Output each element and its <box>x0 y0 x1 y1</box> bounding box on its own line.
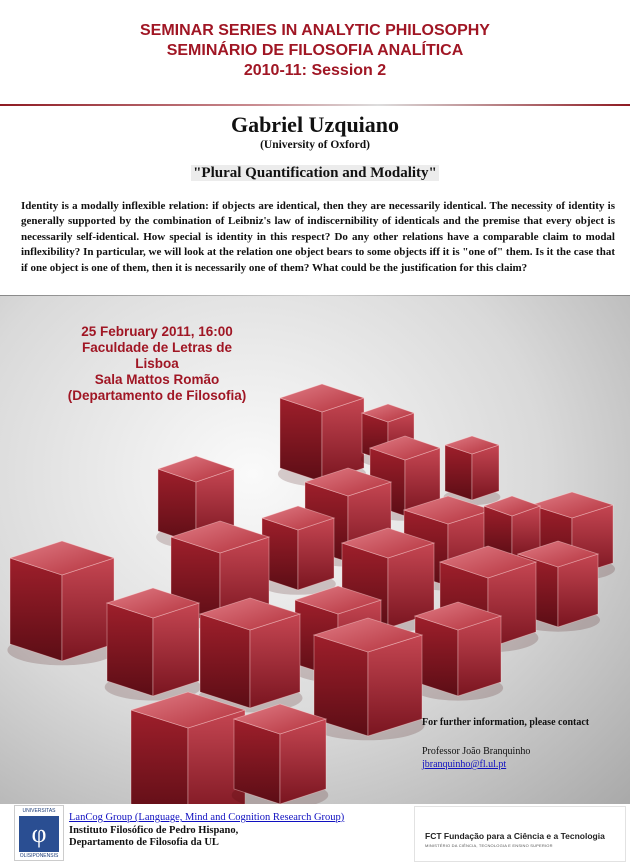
event-datetime: 25 February 2011, 16:00 <box>81 324 233 339</box>
session-label: 2010-11: Session 2 <box>243 62 387 79</box>
fct-logo <box>414 806 626 862</box>
lancog-link[interactable]: LanCog Group (Language, Mind and Cognition Research Group) <box>69 812 345 823</box>
event-place-line2: Lisboa <box>135 356 179 371</box>
header-divider <box>0 104 630 106</box>
contact-email-link[interactable]: jbranquinho@fl.ul.pt <box>422 759 507 770</box>
event-department: (Departamento de Filosofia) <box>67 388 247 403</box>
contact-name: Professor João Branquinho <box>422 746 531 757</box>
fct-abbr: FCT <box>425 831 442 841</box>
event-room: Sala Mattos Romão <box>94 372 220 387</box>
event-details <box>22 324 292 404</box>
cube-22 <box>232 704 329 804</box>
phi-icon: φ <box>19 816 59 852</box>
cube-10 <box>260 506 336 595</box>
cube-20 <box>311 618 424 740</box>
cube-17 <box>105 588 202 701</box>
speaker-affiliation: (University of Oxford) <box>260 139 370 151</box>
contact-info <box>422 716 589 771</box>
talk-title <box>0 165 630 182</box>
cube-21 <box>128 692 248 804</box>
poster-header <box>0 0 630 105</box>
logo-bottom-text: OLISIPONENSIS <box>19 853 59 859</box>
cube-18 <box>198 598 303 712</box>
contact-intro: For further information, please contact <box>422 717 590 728</box>
talk-title-text: "Plural Quantification and Modality" <box>193 165 437 181</box>
fct-name <box>425 831 605 841</box>
cube-19 <box>413 602 503 701</box>
lancog-info <box>69 812 344 850</box>
fct-ministry: MINISTÉRIO DA CIÊNCIA, TECNOLOGIA E ENSINO SUPERIOR <box>425 843 553 848</box>
series-title-pt: SEMINÁRIO DE FILOSOFIA ANALÍTICA <box>166 42 464 59</box>
fct-fullname: Fundação para a Ciência e a Tecnologia <box>443 831 605 841</box>
department-name: Departamento de Filosofia da UL <box>69 837 219 848</box>
university-logo <box>14 805 64 861</box>
event-place-line1: Faculdade de Letras de <box>81 340 233 355</box>
institute-name: Instituto Filosófico de Pedro Hispano, <box>69 824 239 836</box>
abstract-text: Identity is a modally inflexible relation: if objects are identical, then they are necessarily identical. The necessity of identity is generally supported by the combination of Leibniz's law of indiscernibility of identicals and the premise that every object is necessarily self-identical. How special is identity in this respect? Do any other relations have a comparable claim to modal inflexibility? In particular, we will look at the relation one object bears to some objects iff it is "one of" them. Is it the case that if one object is one of them, then it is necessarily one of them? What could be the justification for this claim? <box>21 200 615 274</box>
speaker-name: Gabriel Uzquiano <box>230 112 400 137</box>
cube-3 <box>444 436 501 505</box>
logo-top-text: UNIVERSITAS <box>22 808 56 814</box>
cube-13 <box>7 541 116 665</box>
series-title-en: SEMINAR SERIES IN ANALYTIC PHILOSOPHY <box>140 22 490 39</box>
